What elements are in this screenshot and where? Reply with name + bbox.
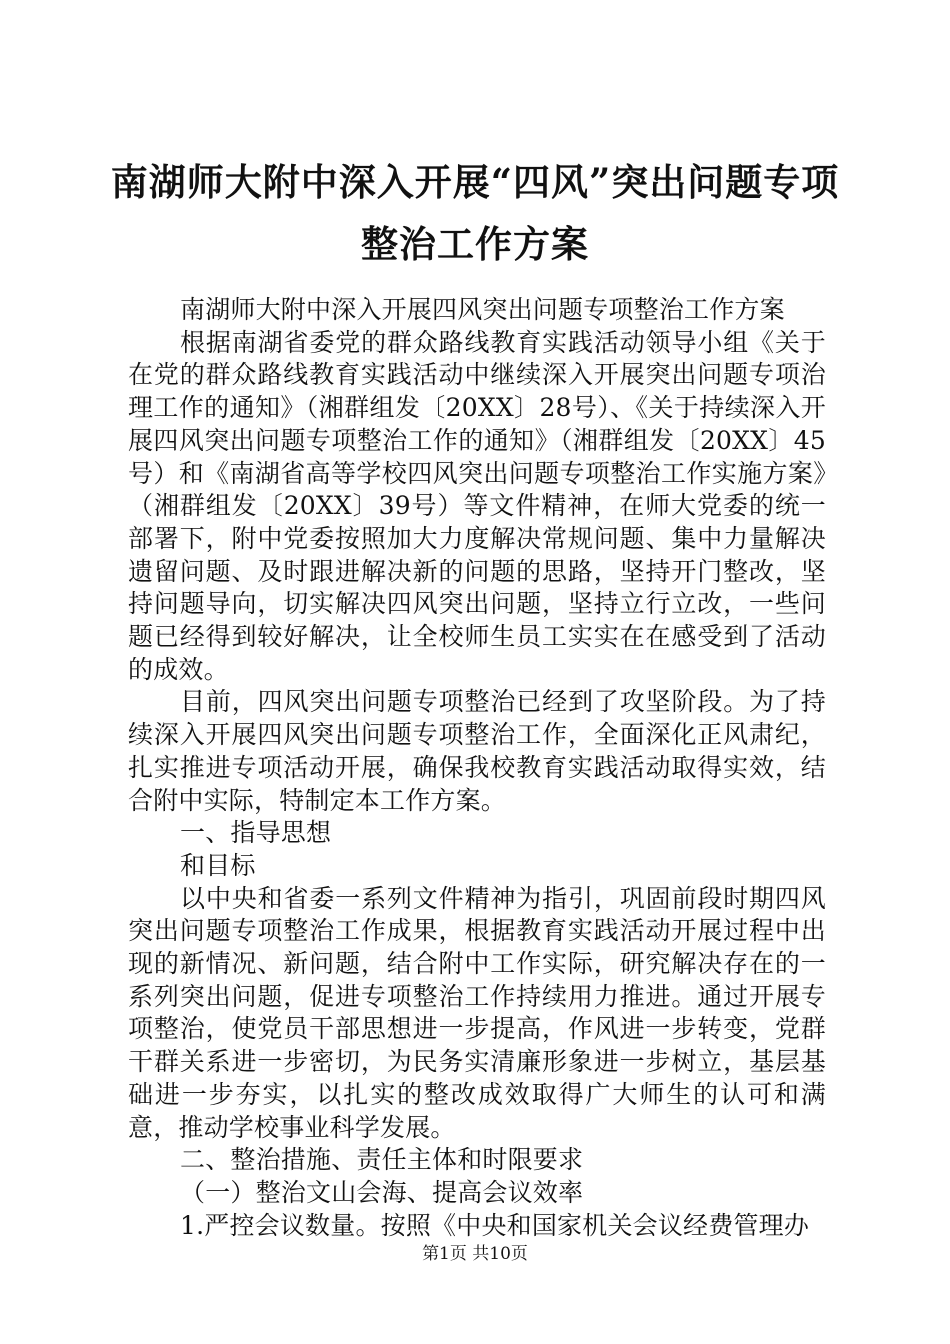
page-footer: 第1页 共10页 [422, 1244, 528, 1264]
paragraph-subtitle: 南湖师大附中深入开展四风突出问题专项整治工作方案 [180, 295, 785, 324]
document-title-line-2: 整治工作方案 [361, 222, 589, 266]
paragraph-guiding-content: 以中央和省委一系列文件精神为指引，巩固前段时期四风突出问题专项整治工作成果，根据教育实践活动开展过程中出现的新情况、新问题，结合附中工作实际，研究解决存在的一系列突出问题，促进专项整治工作持续用力推进。通过开展专项整治，使党员干部思想进一步提高，作风进一步转变，党群干群关系进一步密切，为民务实清廉形象进一步树立，基层基础进一步夯实，以扎实的整改成效取得广大师生的认可和满意，推动学校事业科学发展。 [128, 883, 826, 1142]
subsection-heading-meetings: （一）整治文山会海、提高会议效率 [180, 1177, 584, 1207]
document-title-line-1: 南湖师大附中深入开展“四风”突出问题专项 [110, 160, 840, 204]
paragraph-basis: 根据南湖省委党的群众路线教育实践活动领导小组《关于在党的群众路线教育实践活动中继续深入开展突出问题专项治理工作的通知》（湘群组发〔20XX〕28号）、《关于持续深入开展四风突出问题专项整治工作的通知》（湘群组发〔20XX〕45号）和《南湖省高等学校四风突出问题专项整治工作实施方案》（湘群组发〔20XX〕39号）等文件精神，在师大党委的统一部署下，附中党委按照加大力度解决常规问题、集中力量解决遗留问题、及时跟进解决新的问题的思路，坚持开门整改，坚持问题导向，切实解决四风突出问题，坚持立行立改，一些问题已经得到较好解决，让全校师生员工实实在在感受到了活动的成效。 [128, 327, 826, 684]
paragraph-purpose: 目前，四风突出问题专项整治已经到了攻坚阶段。为了持续深入开展四风突出问题专项整治工作，全面深化正风肃纪，扎实推进专项活动开展，确保我校教育实践活动取得实效，结合附中实际，特制定本工作方案。 [128, 687, 826, 815]
section-heading-goals: 和目标 [180, 850, 256, 880]
section-heading-measures: 二、整治措施、责任主体和时限要求 [180, 1145, 584, 1175]
section-heading-guiding-ideology: 一、指导思想 [180, 818, 332, 848]
document-body [128, 294, 826, 1242]
list-item-control-meetings: 1.严控会议数量。按照《中央和国家机关会议经费管理办 [180, 1210, 810, 1240]
